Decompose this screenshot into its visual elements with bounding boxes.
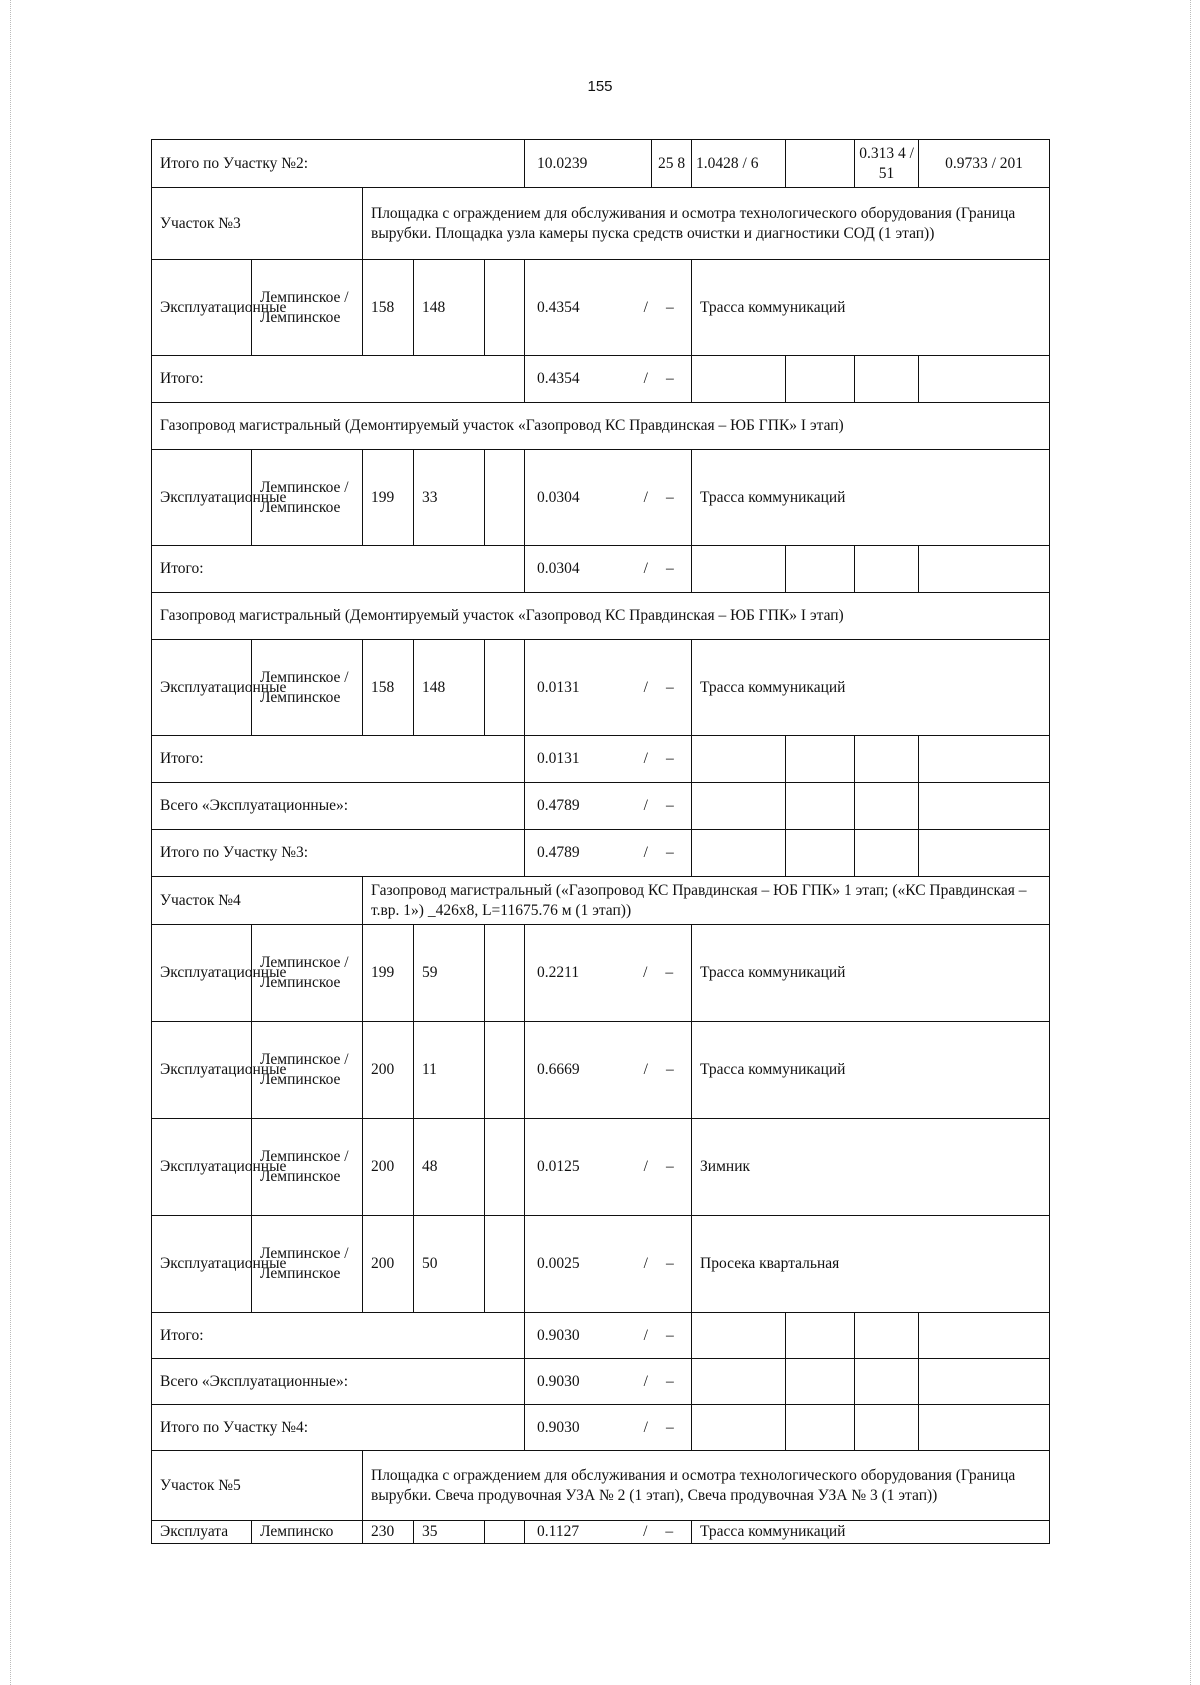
empty-cell bbox=[692, 830, 786, 877]
allotment-cell: 148 bbox=[414, 260, 485, 356]
category-cell: Эксплуатационные bbox=[152, 1216, 252, 1313]
table-row bbox=[152, 830, 1050, 877]
empty-cell bbox=[485, 1521, 525, 1544]
table-row bbox=[152, 450, 1050, 546]
area-value: 0.4789 bbox=[537, 797, 580, 815]
area-cell bbox=[525, 1521, 692, 1544]
table-row bbox=[152, 593, 1050, 640]
category-cell: Эксплуатационные bbox=[152, 450, 252, 546]
separator: / bbox=[643, 1523, 648, 1541]
separator: / bbox=[643, 964, 648, 982]
empty-cell bbox=[786, 546, 855, 593]
empty-cell bbox=[485, 260, 525, 356]
purpose-cell: Просека квартальная bbox=[692, 1216, 1050, 1313]
allotment-cell: 50 bbox=[414, 1216, 485, 1313]
object-heading: Газопровод магистральный (Демонтируемый участок «Газопровод КС Правдинская – ЮБ ГПК» I этап) bbox=[152, 593, 1050, 640]
section-description: Газопровод магистральный («Газопровод КС Правдинская – ЮБ ГПК» 1 этап; («КС Правдинская – т.вр. 1») _426х8, L=11675.76 м (1 этап)) bbox=[363, 877, 1050, 925]
section-description: Площадка с ограждением для обслуживания и осмотра технологического оборудования (Граница вырубки. Площадка узла камеры пуска средств очистки и диагностики СОД (1 этап)) bbox=[363, 188, 1050, 260]
separator: / bbox=[643, 1255, 648, 1273]
purpose-cell: Трасса коммуникаций bbox=[692, 1521, 1050, 1544]
area-value: 0.1127 bbox=[537, 1523, 580, 1541]
area-cell bbox=[525, 356, 692, 403]
separator: / bbox=[643, 678, 648, 696]
area-value: 0.4354 bbox=[537, 370, 580, 388]
table-row bbox=[152, 188, 1050, 260]
value-cell: 1.0428 / 6 bbox=[692, 140, 786, 188]
area-cell bbox=[525, 925, 692, 1022]
section-label: Участок №4 bbox=[152, 877, 363, 925]
section-label: Участок №5 bbox=[152, 1451, 363, 1521]
empty-cell bbox=[919, 546, 1050, 593]
table-row bbox=[152, 640, 1050, 736]
area-cell bbox=[525, 546, 692, 593]
allotment-cell: 35 bbox=[414, 1521, 485, 1544]
quarter-cell: 230 bbox=[363, 1521, 414, 1544]
forestry-cell: Лемпинское / Лемпинское bbox=[252, 925, 363, 1022]
empty-cell bbox=[919, 736, 1050, 783]
empty-cell bbox=[692, 356, 786, 403]
empty-cell bbox=[855, 1405, 919, 1451]
dash: – bbox=[665, 1326, 674, 1344]
category-cell: Эксплуатационные bbox=[152, 260, 252, 356]
empty-cell bbox=[786, 736, 855, 783]
table-row bbox=[152, 1405, 1050, 1451]
area-cell bbox=[525, 1405, 692, 1451]
dash: – bbox=[665, 1255, 674, 1273]
area-cell bbox=[525, 1022, 692, 1119]
area-value: 0.0304 bbox=[537, 560, 580, 578]
separator: / bbox=[643, 1372, 648, 1390]
purpose-cell: Трасса коммуникаций bbox=[692, 1022, 1050, 1119]
purpose-cell: Трасса коммуникаций bbox=[692, 640, 1050, 736]
empty-cell bbox=[855, 356, 919, 403]
dash: – bbox=[665, 1523, 674, 1541]
empty-cell bbox=[692, 1405, 786, 1451]
empty-cell bbox=[786, 1405, 855, 1451]
empty-cell bbox=[485, 925, 525, 1022]
table-row bbox=[152, 783, 1050, 830]
empty-cell bbox=[692, 736, 786, 783]
total-label: Итого: bbox=[152, 1313, 525, 1359]
dash: – bbox=[665, 370, 674, 388]
separator: / bbox=[643, 488, 648, 506]
total-label: Всего «Эксплуатационные»: bbox=[152, 783, 525, 830]
area-value: 0.9030 bbox=[537, 1326, 580, 1344]
dash: – bbox=[665, 750, 674, 768]
section-description: Площадка с ограждением для обслуживания и осмотра технологического оборудования (Граница вырубки. Свеча продувочная УЗА № 2 (1 этап), Свеча продувочная УЗА № 3 (1 этап)) bbox=[363, 1451, 1050, 1521]
value-cell: 0.313 4 / 51 bbox=[855, 140, 919, 188]
object-heading: Газопровод магистральный (Демонтируемый участок «Газопровод КС Правдинская – ЮБ ГПК» I этап) bbox=[152, 403, 1050, 450]
empty-cell bbox=[919, 783, 1050, 830]
empty-cell bbox=[692, 546, 786, 593]
total-label: Итого: bbox=[152, 356, 525, 403]
area-value: 0.0131 bbox=[537, 678, 580, 696]
area-cell bbox=[525, 260, 692, 356]
total-label: Итого: bbox=[152, 736, 525, 783]
forestry-cell: Лемпинское / Лемпинское bbox=[252, 260, 363, 356]
table-row bbox=[152, 403, 1050, 450]
share-value: 25 8 bbox=[652, 140, 692, 188]
dash: – bbox=[665, 298, 674, 316]
dash: – bbox=[665, 560, 674, 578]
area-value: 0.4789 bbox=[537, 844, 580, 862]
quarter-cell: 199 bbox=[363, 925, 414, 1022]
empty-cell bbox=[919, 1313, 1050, 1359]
separator: / bbox=[643, 370, 648, 388]
forestry-cell: Лемпинско bbox=[252, 1521, 363, 1544]
empty-cell bbox=[855, 1313, 919, 1359]
category-cell: Эксплуатационные bbox=[152, 925, 252, 1022]
area-value: 0.2211 bbox=[537, 964, 580, 982]
table-row bbox=[152, 1119, 1050, 1216]
table-row bbox=[152, 877, 1050, 925]
dash: – bbox=[665, 1061, 674, 1079]
forest-plots-table bbox=[151, 139, 1050, 1544]
table-row bbox=[152, 1216, 1050, 1313]
table-row bbox=[152, 925, 1050, 1022]
empty-cell bbox=[855, 783, 919, 830]
separator: / bbox=[643, 797, 648, 815]
allotment-cell: 33 bbox=[414, 450, 485, 546]
separator: / bbox=[643, 1158, 648, 1176]
table-row bbox=[152, 1521, 1050, 1544]
empty-cell bbox=[485, 1119, 525, 1216]
dash: – bbox=[665, 1158, 674, 1176]
quarter-cell: 199 bbox=[363, 450, 414, 546]
empty-cell bbox=[692, 1313, 786, 1359]
total-label: Итого по Участку №2: bbox=[152, 140, 525, 188]
purpose-cell: Зимник bbox=[692, 1119, 1050, 1216]
forestry-cell: Лемпинское / Лемпинское bbox=[252, 640, 363, 736]
empty-cell bbox=[485, 450, 525, 546]
quarter-cell: 158 bbox=[363, 260, 414, 356]
empty-cell bbox=[855, 546, 919, 593]
table-row bbox=[152, 260, 1050, 356]
empty-cell bbox=[786, 1313, 855, 1359]
quarter-cell: 200 bbox=[363, 1119, 414, 1216]
empty-cell bbox=[919, 356, 1050, 403]
forestry-cell: Лемпинское / Лемпинское bbox=[252, 1022, 363, 1119]
empty-cell bbox=[786, 783, 855, 830]
empty-cell bbox=[485, 1216, 525, 1313]
area-cell bbox=[525, 1119, 692, 1216]
total-label: Всего «Эксплуатационные»: bbox=[152, 1359, 525, 1405]
value-cell bbox=[786, 140, 855, 188]
table-row bbox=[152, 1451, 1050, 1521]
quarter-cell: 158 bbox=[363, 640, 414, 736]
table-row bbox=[152, 140, 1050, 188]
area-value: 0.9030 bbox=[537, 1372, 580, 1390]
purpose-cell: Трасса коммуникаций bbox=[692, 450, 1050, 546]
area-value: 0.0125 bbox=[537, 1158, 580, 1176]
table-row bbox=[152, 1022, 1050, 1119]
dash: – bbox=[665, 678, 674, 696]
purpose-cell: Трасса коммуникаций bbox=[692, 925, 1050, 1022]
separator: / bbox=[643, 750, 648, 768]
empty-cell bbox=[485, 1022, 525, 1119]
area-cell bbox=[525, 783, 692, 830]
area-value: 0.9030 bbox=[537, 1418, 580, 1436]
dash: – bbox=[665, 1418, 674, 1436]
empty-cell bbox=[786, 830, 855, 877]
page-number: 155 bbox=[587, 78, 613, 95]
empty-cell bbox=[786, 1359, 855, 1405]
separator: / bbox=[643, 1326, 648, 1344]
empty-cell bbox=[855, 830, 919, 877]
empty-cell bbox=[786, 356, 855, 403]
empty-cell bbox=[692, 1359, 786, 1405]
allotment-cell: 48 bbox=[414, 1119, 485, 1216]
area-cell bbox=[525, 1313, 692, 1359]
empty-cell bbox=[692, 783, 786, 830]
section-label: Участок №3 bbox=[152, 188, 363, 260]
dash: – bbox=[665, 797, 674, 815]
total-label: Итого по Участку №4: bbox=[152, 1405, 525, 1451]
empty-cell bbox=[855, 1359, 919, 1405]
value-cell: 0.9733 / 201 bbox=[919, 140, 1050, 188]
category-cell: Эксплуатационные bbox=[152, 640, 252, 736]
dash: – bbox=[665, 488, 674, 506]
area-cell bbox=[525, 450, 692, 546]
empty-cell bbox=[919, 1405, 1050, 1451]
forestry-cell: Лемпинское / Лемпинское bbox=[252, 1216, 363, 1313]
table-row bbox=[152, 736, 1050, 783]
area-value: 0.0025 bbox=[537, 1255, 580, 1273]
area-value: 10.0239 bbox=[525, 140, 652, 188]
table-row bbox=[152, 356, 1050, 403]
separator: / bbox=[643, 298, 648, 316]
area-value: 0.0304 bbox=[537, 488, 580, 506]
separator: / bbox=[643, 1418, 648, 1436]
purpose-cell: Трасса коммуникаций bbox=[692, 260, 1050, 356]
dash: – bbox=[665, 844, 674, 862]
area-cell bbox=[525, 1216, 692, 1313]
forestry-cell: Лемпинское / Лемпинское bbox=[252, 1119, 363, 1216]
allotment-cell: 148 bbox=[414, 640, 485, 736]
category-cell: Эксплуатационные bbox=[152, 1022, 252, 1119]
separator: / bbox=[643, 560, 648, 578]
separator: / bbox=[643, 844, 648, 862]
table-row bbox=[152, 1313, 1050, 1359]
area-cell bbox=[525, 830, 692, 877]
empty-cell bbox=[485, 640, 525, 736]
scan-margin-left bbox=[10, 0, 12, 1685]
table-row bbox=[152, 546, 1050, 593]
quarter-cell: 200 bbox=[363, 1216, 414, 1313]
scan-margin-right bbox=[1190, 0, 1192, 1685]
total-label: Итого: bbox=[152, 546, 525, 593]
empty-cell bbox=[855, 736, 919, 783]
allotment-cell: 59 bbox=[414, 925, 485, 1022]
category-cell: Эксплуатационные bbox=[152, 1119, 252, 1216]
area-value: 0.0131 bbox=[537, 750, 580, 768]
quarter-cell: 200 bbox=[363, 1022, 414, 1119]
area-cell bbox=[525, 736, 692, 783]
dash: – bbox=[665, 1372, 674, 1390]
category-cell: Эксплуата bbox=[152, 1521, 252, 1544]
allotment-cell: 11 bbox=[414, 1022, 485, 1119]
area-value: 0.4354 bbox=[537, 298, 580, 316]
area-cell bbox=[525, 640, 692, 736]
area-cell bbox=[525, 1359, 692, 1405]
empty-cell bbox=[919, 1359, 1050, 1405]
total-label: Итого по Участку №3: bbox=[152, 830, 525, 877]
empty-cell bbox=[919, 830, 1050, 877]
separator: / bbox=[643, 1061, 648, 1079]
area-value: 0.6669 bbox=[537, 1061, 580, 1079]
forestry-cell: Лемпинское / Лемпинское bbox=[252, 450, 363, 546]
dash: – bbox=[665, 964, 674, 982]
table-row bbox=[152, 1359, 1050, 1405]
